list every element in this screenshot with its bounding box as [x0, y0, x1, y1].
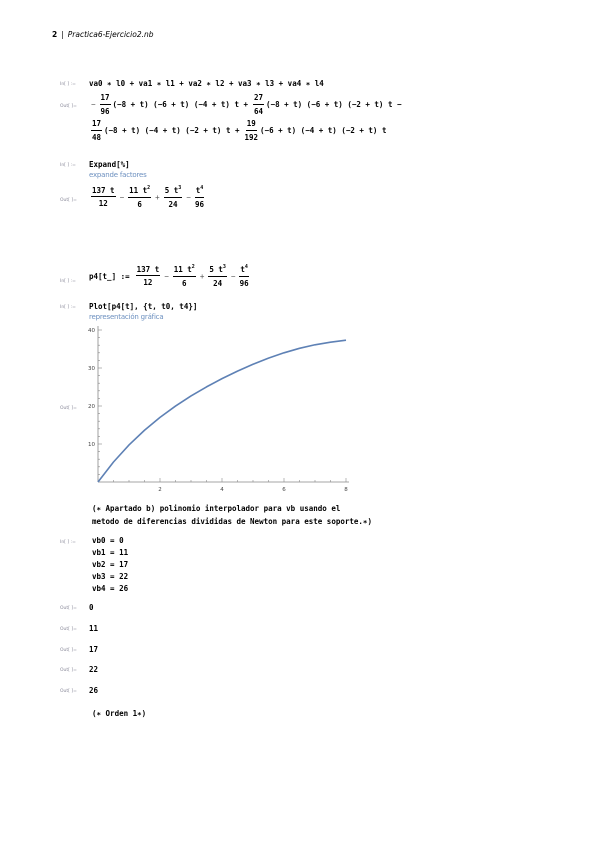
denominator: 24	[168, 199, 178, 209]
x-tick-label: 8	[344, 487, 348, 493]
denominator: 192	[244, 132, 259, 142]
cell5-output: 0	[89, 603, 94, 612]
exponent: 2	[191, 264, 195, 270]
fraction	[239, 265, 249, 287]
denominator: 96	[239, 278, 249, 288]
numerator: 137 t	[136, 266, 161, 277]
cell5-output: 26	[89, 686, 99, 695]
denominator: 96	[195, 199, 205, 209]
fraction	[91, 120, 102, 141]
fraction	[195, 186, 205, 208]
comment-line: (∗ Apartado b) polinomio interpolador para vb usando el	[92, 504, 341, 513]
cell2-output: $\frac{137 t}{12}$ − $\frac{11 t^2}{6}$ + $\frac{5 t^3}{24}$ − $\frac{t^4}{96}$	[92, 185, 205, 209]
fraction	[128, 186, 151, 208]
denominator: 12	[143, 278, 153, 287]
fraction	[173, 265, 196, 287]
out-label: Out[ ]=	[60, 648, 77, 653]
assignment-line: vb0 = 0	[92, 536, 124, 545]
cell1-output-line1	[89, 94, 402, 115]
exponent: 3	[178, 185, 182, 191]
fraction	[245, 120, 259, 141]
numerator: 17	[100, 94, 111, 105]
cell2-hint[interactable]: expande factores	[89, 171, 147, 179]
denominator: 6	[137, 199, 142, 209]
x-tick-label: 6	[282, 487, 286, 493]
numerator: 17	[91, 120, 102, 131]
denominator: 48	[92, 132, 102, 142]
in-label: In[ ] :=	[60, 163, 76, 168]
cell5-output: 22	[89, 665, 99, 674]
numerator: 11 t	[173, 265, 192, 274]
numerator: 19	[246, 120, 257, 131]
x-tick-label: 4	[220, 487, 224, 493]
numerator: 5 t	[209, 265, 223, 274]
fraction	[100, 94, 111, 115]
factors: (−8 + t) (−4 + t) (−2 + t) t +	[104, 126, 240, 135]
y-tick-label: 30	[88, 366, 95, 372]
in-label: In[ ] :=	[60, 279, 76, 284]
cell1-input[interactable]: va0 ∗ l0 + va1 ∗ l1 + va2 ∗ l2 + va3 ∗ l3 + va4 ∗ l4	[89, 79, 324, 88]
fraction	[91, 187, 116, 208]
fraction	[208, 265, 227, 287]
denominator: 64	[254, 106, 264, 116]
cell5-output: 17	[89, 645, 99, 654]
numerator: 27	[253, 94, 264, 105]
cell5-output: 11	[89, 624, 99, 633]
assignment-line: vb4 = 26	[92, 584, 129, 593]
y-tick-label: 10	[88, 442, 95, 448]
fraction	[136, 266, 161, 287]
in-label: In[ ] :=	[60, 82, 76, 87]
out-label: Out[ ]=	[60, 668, 77, 673]
denominator: 96	[100, 106, 110, 116]
factors: (−8 + t) (−6 + t) (−2 + t) t −	[266, 100, 402, 109]
cell4-input[interactable]: Plot[p4[t], {t, t0, t4}]	[89, 302, 198, 311]
in-label: In[ ] :=	[60, 540, 76, 545]
out-label: Out[ ]=	[60, 406, 77, 411]
x-tick-label: 2	[158, 487, 162, 493]
header-separator: |	[61, 30, 64, 39]
cell2-input[interactable]: Expand[%]	[89, 160, 130, 169]
page-number: 2	[52, 30, 58, 39]
notebook-filename: Practica6-Ejercicio2.nb	[67, 30, 154, 39]
fraction	[164, 186, 183, 208]
exponent: 3	[222, 264, 226, 270]
numerator: t	[195, 186, 201, 195]
plot-output	[84, 322, 354, 492]
assignment-line: vb3 = 22	[92, 572, 129, 581]
in-label: In[ ] :=	[60, 305, 76, 310]
out-label: Out[ ]=	[60, 627, 77, 632]
denominator: 6	[182, 278, 187, 288]
y-tick-label: 20	[88, 404, 95, 410]
comment-apartado-b	[92, 502, 372, 528]
denominator: 24	[213, 278, 223, 288]
numerator: 137 t	[91, 187, 116, 198]
series-line	[98, 340, 346, 482]
numerator: 11 t	[129, 186, 148, 195]
exponent: 4	[244, 264, 248, 270]
definition-lhs: p4[t_] :=	[89, 271, 130, 281]
fraction	[253, 94, 264, 115]
denominator: 12	[98, 199, 108, 208]
cell5-input[interactable]	[92, 535, 128, 595]
out-label: Out[ ]=	[60, 104, 77, 109]
comment-line: metodo de diferencias divididas de Newton para este soporte.∗)	[92, 517, 372, 526]
assignment-line: vb2 = 17	[92, 560, 129, 569]
sign: −	[91, 100, 96, 109]
numerator: 5 t	[164, 186, 179, 195]
y-tick-label: 40	[88, 328, 95, 334]
out-label: Out[ ]=	[60, 689, 77, 694]
out-label: Out[ ]=	[60, 606, 77, 611]
cell1-output-line2	[89, 120, 386, 141]
page-header	[52, 30, 154, 39]
comment-orden: (∗ Orden 1∗)	[92, 709, 147, 718]
cell4-hint[interactable]: representación gráfica	[89, 313, 164, 321]
out-label: Out[ ]=	[60, 198, 77, 203]
cell3-input[interactable]: p4[t_] := $\frac{137 t}{12}$ − $\frac{11 t^2}{6}$ + $\frac{5 t^3}{24}$ − $\frac{t^4}{96}$	[89, 264, 249, 288]
numerator: t	[240, 265, 245, 274]
factors: (−6 + t) (−4 + t) (−2 + t) t	[260, 126, 387, 135]
assignment-line: vb1 = 11	[92, 548, 129, 557]
factors: (−8 + t) (−6 + t) (−4 + t) t +	[112, 100, 249, 109]
exponent: 2	[147, 185, 151, 191]
exponent: 4	[200, 185, 204, 191]
